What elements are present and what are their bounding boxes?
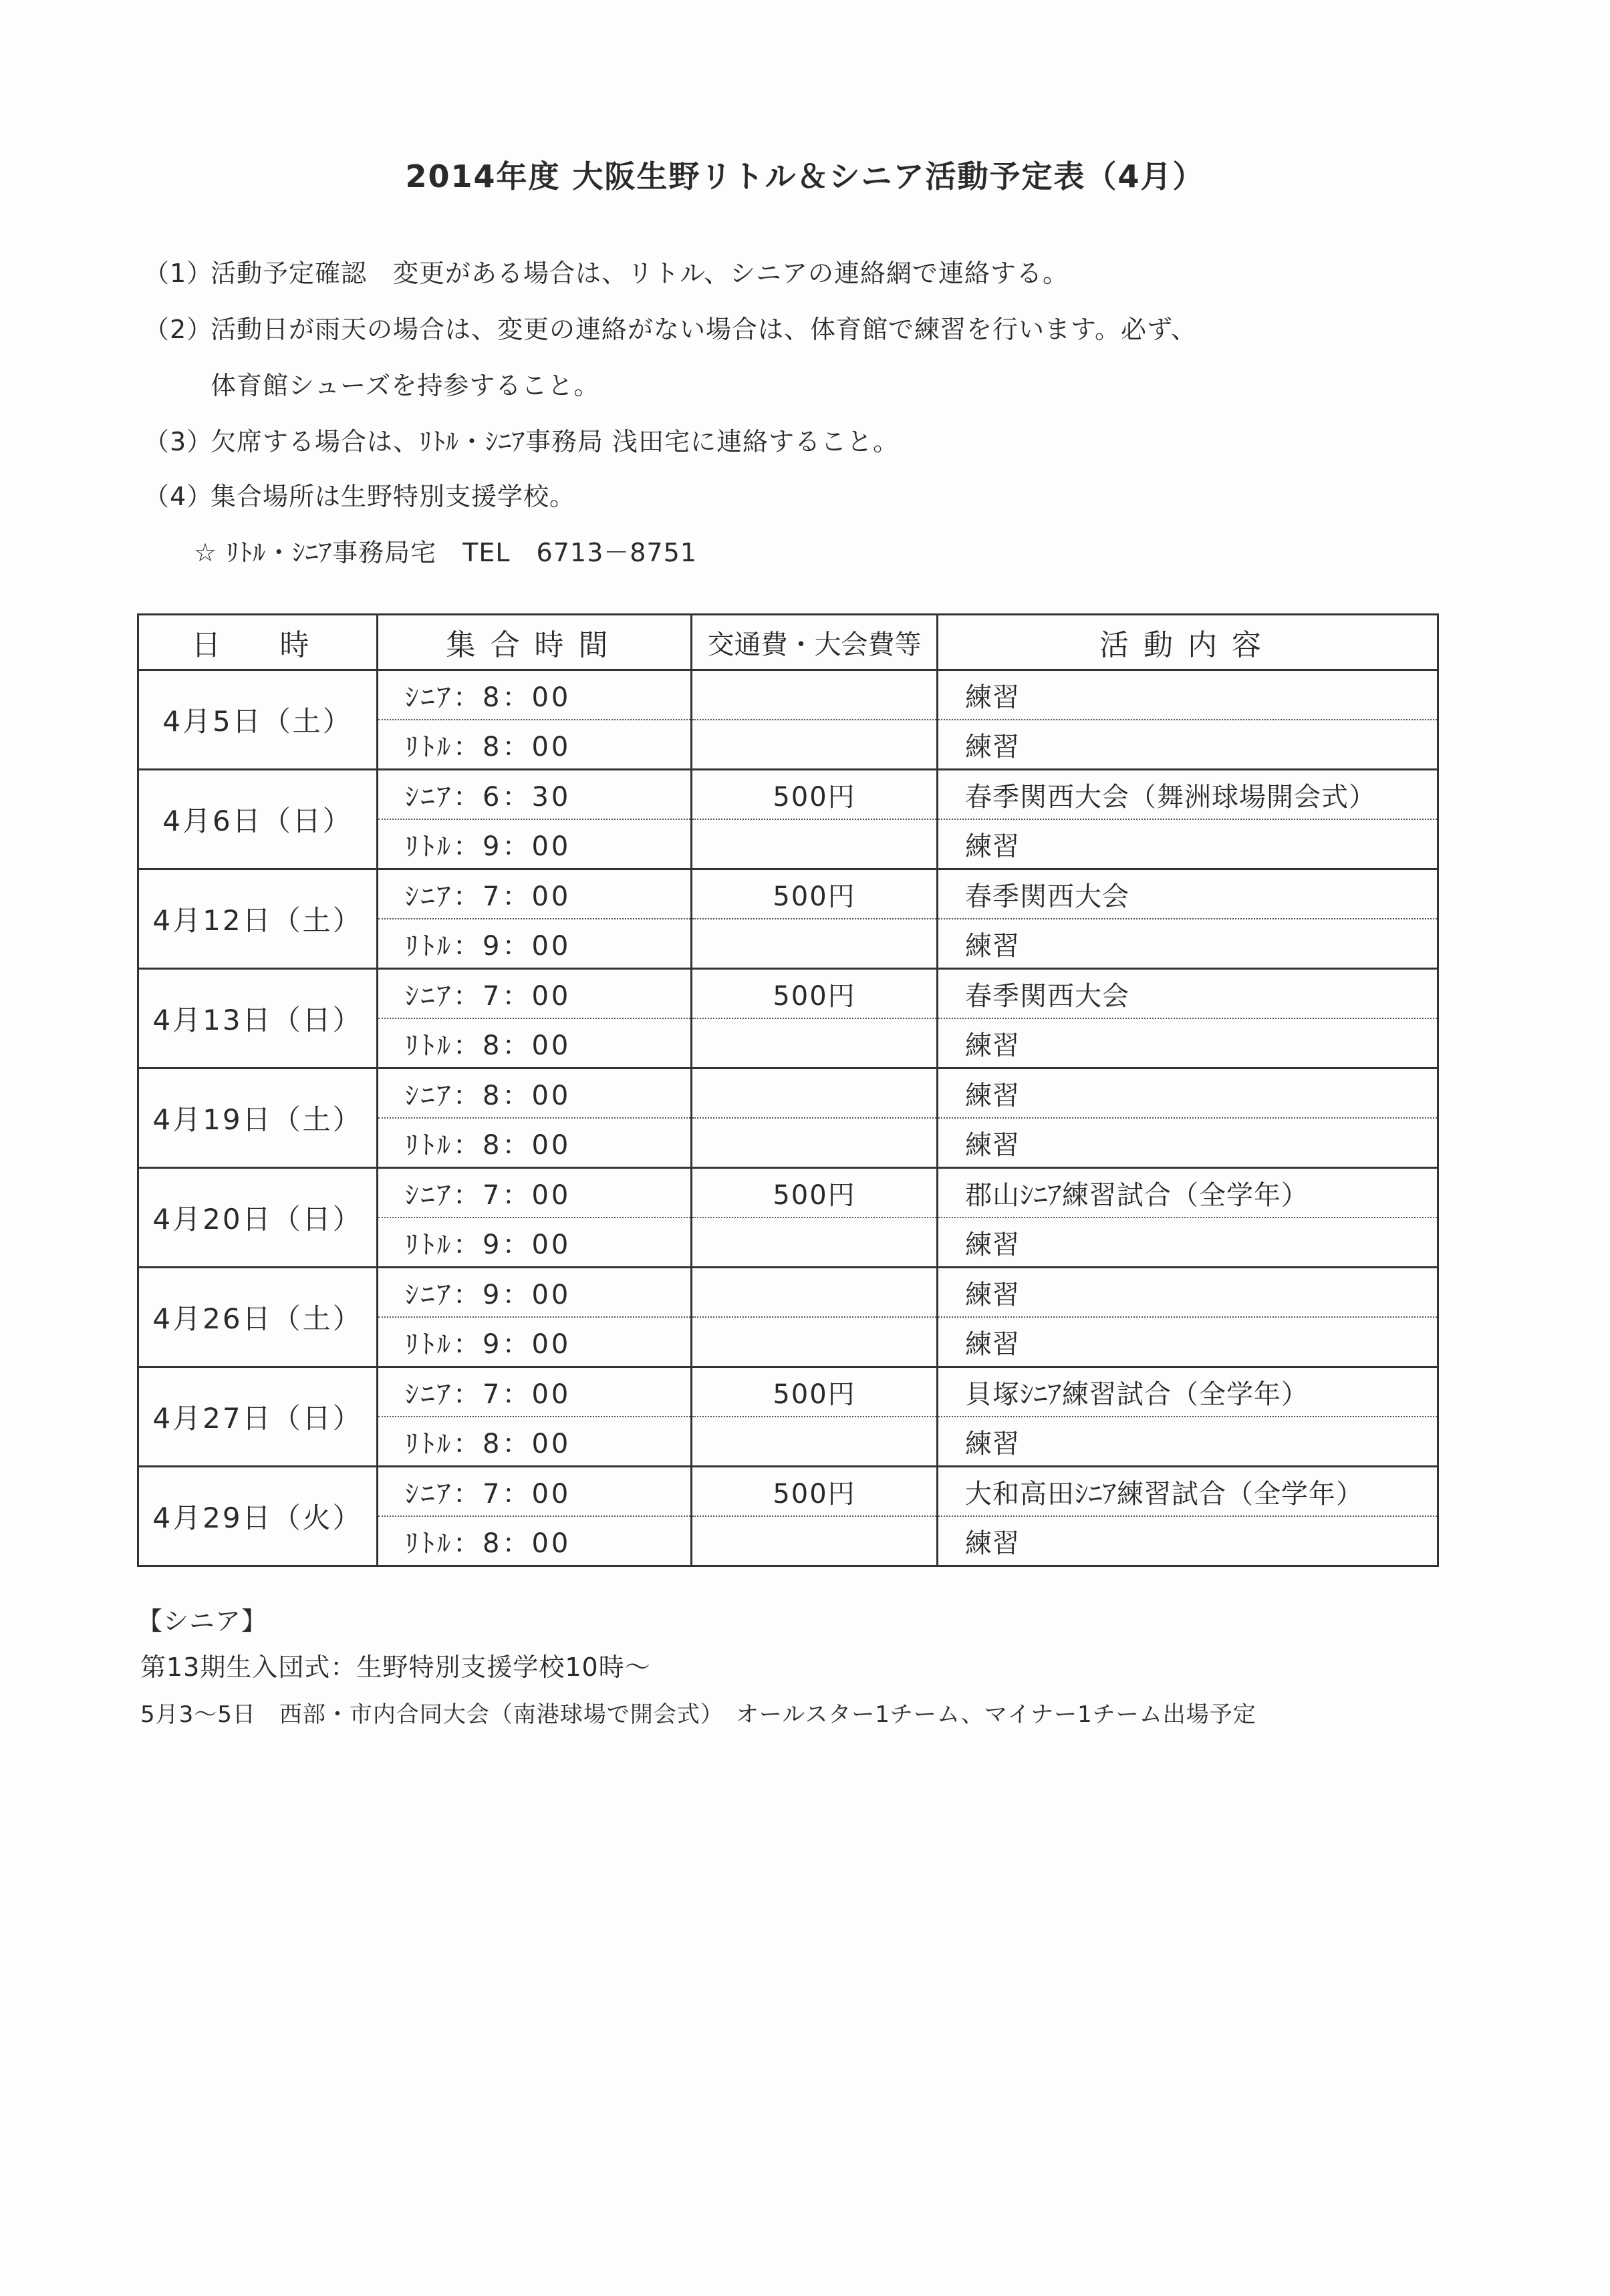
little-fee-cell <box>692 1018 938 1068</box>
little-fee-cell <box>692 720 938 770</box>
date-cell: 4月26日（土） <box>138 1268 378 1367</box>
note-text: 活動日が雨天の場合は、変更の連絡がない場合は、体育館で練習を行います。必ず、 <box>211 315 1197 344</box>
senior-activity-cell: 春季関西大会 <box>938 869 1438 919</box>
senior-fee-cell: 500円 <box>692 1168 938 1218</box>
senior-fee-cell: 500円 <box>692 770 938 820</box>
note-4 <box>144 476 575 513</box>
date-cell: 4月29日（火） <box>138 1467 378 1566</box>
note-text: 集合場所は生野特別支援学校。 <box>211 482 576 511</box>
little-fee-cell <box>692 1217 938 1268</box>
schedule-body <box>138 670 1438 1566</box>
senior-activity-cell: 春季関西大会（舞洲球場開会式） <box>938 770 1438 820</box>
little-fee-cell <box>692 819 938 869</box>
little-activity-cell: 練習 <box>938 1516 1438 1566</box>
page-title: 2014年度 大阪生野リトル＆シニア活動予定表（4月） <box>405 158 1205 194</box>
senior-activity-cell: 貝塚ｼﾆｱ練習試合（全学年） <box>938 1367 1438 1417</box>
date-cell: 4月27日（日） <box>138 1367 378 1467</box>
senior-time-cell: ｼﾆｱ：7：00 <box>378 969 692 1019</box>
senior-fee-cell: 500円 <box>692 969 938 1019</box>
little-time-cell: ﾘﾄﾙ：9：00 <box>378 1317 692 1367</box>
senior-time-cell: ｼﾆｱ：7：00 <box>378 1168 692 1218</box>
senior-activity-cell: 郡山ｼﾆｱ練習試合（全学年） <box>938 1168 1438 1218</box>
senior-activity-cell: 大和高田ｼﾆｱ練習試合（全学年） <box>938 1467 1438 1517</box>
little-fee-cell <box>692 919 938 969</box>
table-row-senior <box>138 969 1438 1019</box>
little-activity-cell: 練習 <box>938 919 1438 969</box>
date-cell: 4月6日（日） <box>138 770 378 869</box>
note-number: （3） <box>144 427 213 456</box>
senior-time-cell: ｼﾆｱ：6：30 <box>378 770 692 820</box>
senior-time-cell: ｼﾆｱ：8：00 <box>378 1068 692 1119</box>
little-fee-cell <box>692 1317 938 1367</box>
senior-fee-cell: 500円 <box>692 1467 938 1517</box>
date-cell: 4月19日（土） <box>138 1068 378 1168</box>
contact-line: ☆ ﾘﾄﾙ・ｼﾆｱ事務局宅 TEL 6713－8751 <box>194 538 697 567</box>
senior-activity-cell: 春季関西大会 <box>938 969 1438 1019</box>
header-fees: 交通費・大会費等 <box>692 615 938 670</box>
note-number: （4） <box>144 482 213 511</box>
little-fee-cell <box>692 1417 938 1467</box>
note-3 <box>144 421 899 458</box>
header-meeting-time: 集合時間 <box>378 615 692 670</box>
senior-time-cell: ｼﾆｱ：8：00 <box>378 670 692 720</box>
table-row-senior <box>138 1268 1438 1318</box>
date-cell: 4月12日（土） <box>138 869 378 969</box>
table-header-row <box>138 615 1438 670</box>
note-number: （1） <box>144 259 213 288</box>
little-activity-cell: 練習 <box>938 819 1438 869</box>
senior-fee-cell <box>692 670 938 720</box>
little-activity-cell: 練習 <box>938 1417 1438 1467</box>
senior-time-cell: ｼﾆｱ：9：00 <box>378 1268 692 1318</box>
schedule-table <box>137 613 1439 1567</box>
senior-fee-cell <box>692 1068 938 1119</box>
date-cell: 4月5日（土） <box>138 670 378 770</box>
table-row-senior <box>138 1367 1438 1417</box>
little-time-cell: ﾘﾄﾙ：8：00 <box>378 1516 692 1566</box>
little-time-cell: ﾘﾄﾙ：9：00 <box>378 919 692 969</box>
little-fee-cell <box>692 1118 938 1168</box>
little-activity-cell: 練習 <box>938 1118 1438 1168</box>
header-date: 日 時 <box>138 615 378 670</box>
note-2 <box>144 309 1197 345</box>
little-time-cell: ﾘﾄﾙ：9：00 <box>378 819 692 869</box>
little-time-cell: ﾘﾄﾙ：9：00 <box>378 1217 692 1268</box>
little-activity-cell: 練習 <box>938 1317 1438 1367</box>
note-text: 欠席する場合は、ﾘﾄﾙ・ｼﾆｱ事務局 浅田宅に連絡すること。 <box>211 427 900 456</box>
date-cell: 4月20日（日） <box>138 1168 378 1268</box>
table-row-senior <box>138 1467 1438 1517</box>
footer-section-label: 【シニア】 <box>137 1606 268 1636</box>
senior-time-cell: ｼﾆｱ：7：00 <box>378 869 692 919</box>
note-2-continued <box>211 365 599 402</box>
table-row-senior <box>138 1068 1438 1119</box>
note-text: 体育館シューズを持参すること。 <box>211 371 600 400</box>
little-fee-cell <box>692 1516 938 1566</box>
header-activity: 活動内容 <box>938 615 1438 670</box>
senior-fee-cell <box>692 1268 938 1318</box>
table-row-senior <box>138 869 1438 919</box>
senior-fee-cell: 500円 <box>692 1367 938 1417</box>
senior-activity-cell: 練習 <box>938 1068 1438 1119</box>
footer-line-2: 5月3～5日 西部・市内合同大会（南港球場で開会式） オールスター1チーム、マイナー1チーム出場予定 <box>140 1701 1256 1728</box>
note-text: 活動予定確認 変更がある場合は、リトル、シニアの連絡網で連絡する。 <box>211 259 1069 288</box>
senior-time-cell: ｼﾆｱ：7：00 <box>378 1467 692 1517</box>
little-time-cell: ﾘﾄﾙ：8：00 <box>378 1118 692 1168</box>
senior-fee-cell: 500円 <box>692 869 938 919</box>
little-time-cell: ﾘﾄﾙ：8：00 <box>378 1417 692 1467</box>
note-1 <box>144 253 1069 289</box>
little-activity-cell: 練習 <box>938 720 1438 770</box>
little-activity-cell: 練習 <box>938 1018 1438 1068</box>
little-activity-cell: 練習 <box>938 1217 1438 1268</box>
date-cell: 4月13日（日） <box>138 969 378 1068</box>
table-row-senior <box>138 670 1438 720</box>
senior-activity-cell: 練習 <box>938 1268 1438 1318</box>
little-time-cell: ﾘﾄﾙ：8：00 <box>378 720 692 770</box>
senior-activity-cell: 練習 <box>938 670 1438 720</box>
note-number: （2） <box>144 315 213 344</box>
footer-line-1: 第13期生入団式：生野特別支援学校10時～ <box>140 1653 651 1682</box>
table-row-senior <box>138 1168 1438 1218</box>
little-time-cell: ﾘﾄﾙ：8：00 <box>378 1018 692 1068</box>
senior-time-cell: ｼﾆｱ：7：00 <box>378 1367 692 1417</box>
table-row-senior <box>138 770 1438 820</box>
